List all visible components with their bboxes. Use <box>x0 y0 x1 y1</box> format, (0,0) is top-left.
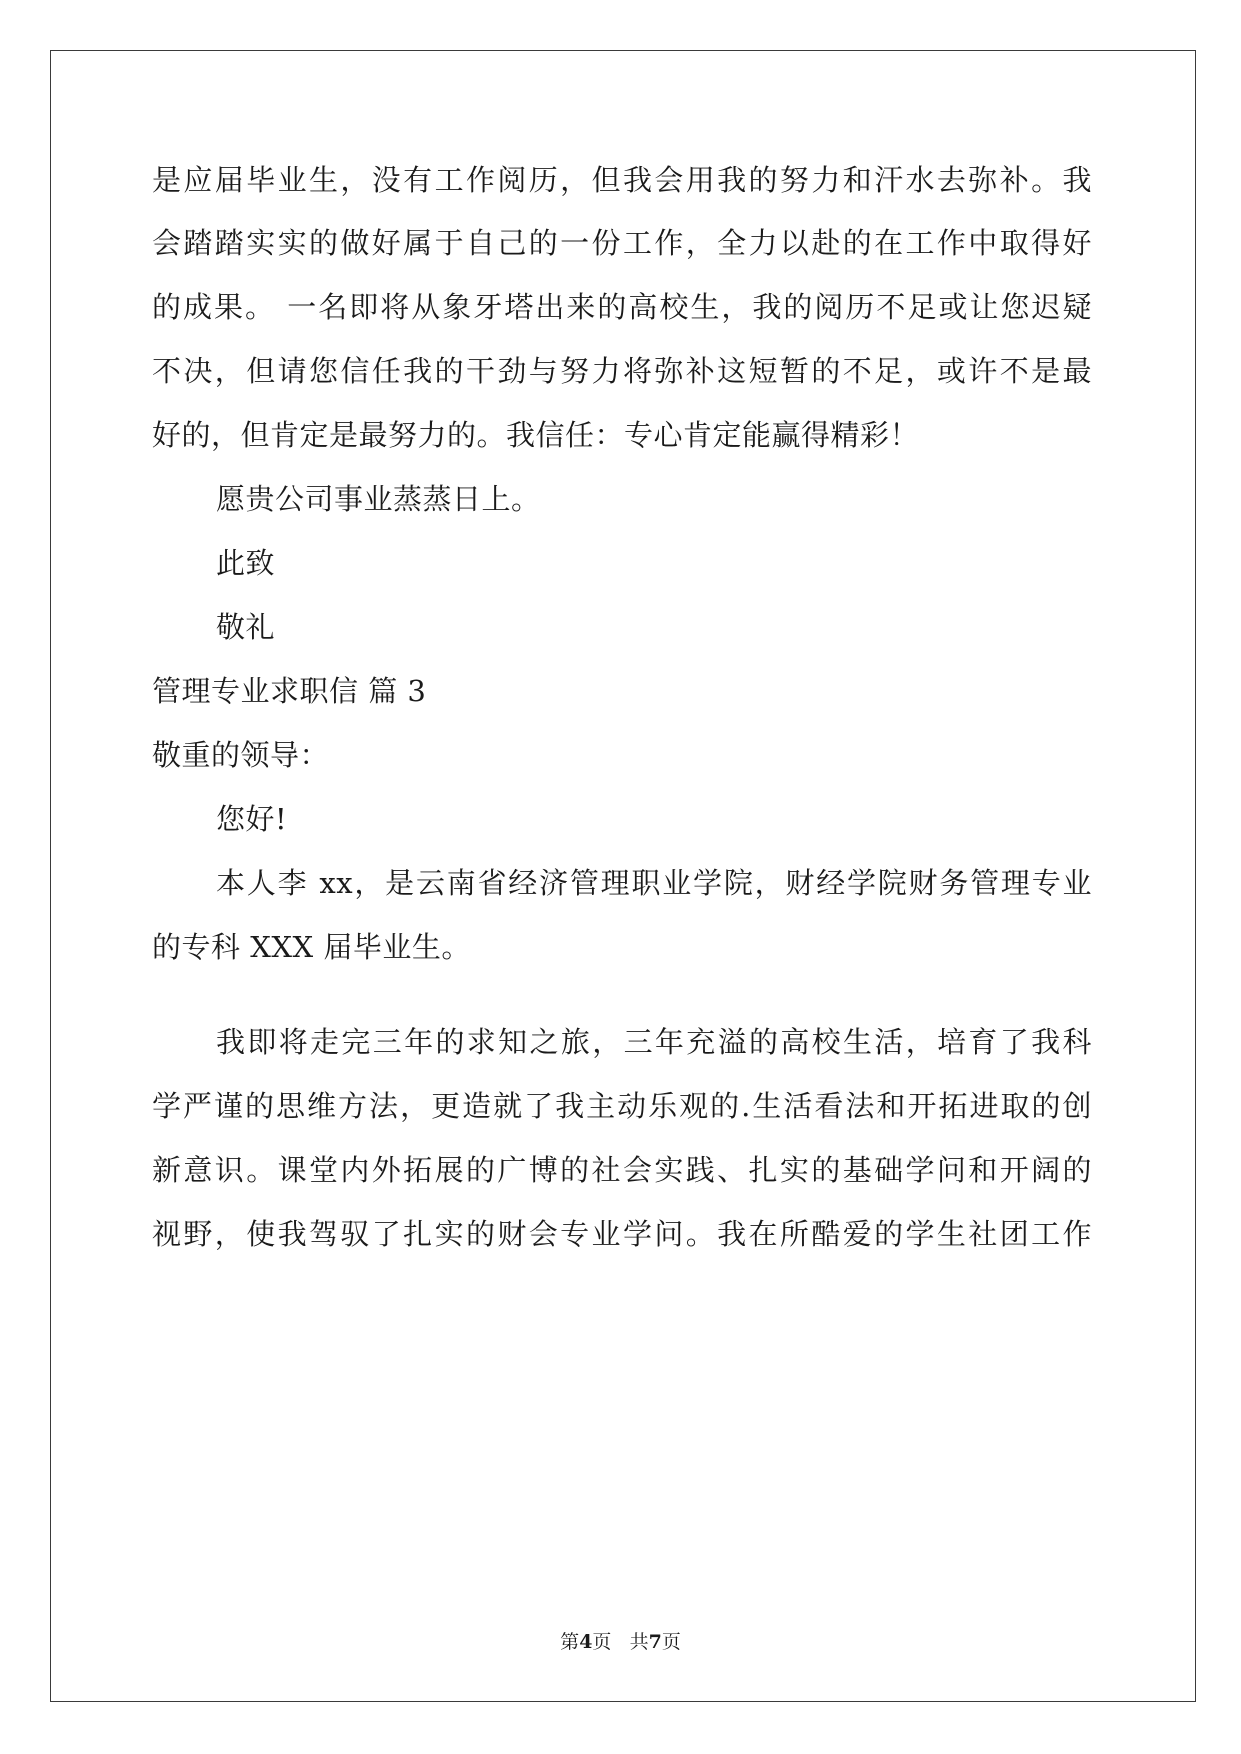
paragraph-line: 的专科 XXX 届毕业生。 <box>152 930 471 964</box>
page-footer <box>0 1627 1241 1654</box>
paragraph-line: 学严谨的思维方法，更造就了我主动乐观的.生活看法和开拓进取的创 <box>152 1089 1092 1123</box>
section-heading: 管理专业求职信 篇 3 <box>152 674 427 708</box>
paragraph-line: 我即将走完三年的求知之旅，三年充溢的高校生活，培育了我科 <box>216 1025 1092 1059</box>
footer-page-unit: 页 <box>592 1631 612 1653</box>
paragraph-line: 的成果。 一名即将从象牙塔出来的高校生，我的阅历不足或让您迟疑 <box>152 290 1092 324</box>
letter-greeting: 敬重的领导： <box>152 738 330 772</box>
footer-total-number: 7 <box>648 1631 662 1653</box>
paragraph-line: 不决，但请您信任我的干劲与努力将弥补这短暂的不足，或许不是最 <box>152 354 1092 388</box>
footer-prefix: 第 <box>560 1631 580 1653</box>
paragraph-line: 视野，使我驾驭了扎实的财会专业学问。我在所酷爱的学生社团工作 <box>152 1217 1092 1251</box>
paragraph-line: 是应届毕业生，没有工作阅历，但我会用我的努力和汗水去弥补。我 <box>152 163 1092 197</box>
paragraph-line: 新意识。课堂内外拓展的广博的社会实践、扎实的基础学问和开阔的 <box>152 1153 1092 1187</box>
closing-wish: 愿贵公司事业蒸蒸日上。 <box>216 482 541 516</box>
paragraph-line: 会踏踏实实的做好属于自己的一份工作，全力以赴的在工作中取得好 <box>152 226 1092 260</box>
footer-total-unit: 页 <box>661 1631 681 1653</box>
paragraph-line: 本人李 xx，是云南省经济管理职业学院，财经学院财务管理专业 <box>216 866 1092 900</box>
paragraph-line: 好的，但肯定是最努力的。我信任：专心肯定能赢得精彩！ <box>152 418 920 452</box>
salutation-cizhi: 此致 <box>216 546 276 580</box>
hello-line: 您好! <box>216 802 288 836</box>
footer-total-prefix: 共 <box>629 1631 649 1653</box>
salutation-jingli: 敬礼 <box>216 610 276 644</box>
footer-page-number: 4 <box>579 1631 593 1653</box>
